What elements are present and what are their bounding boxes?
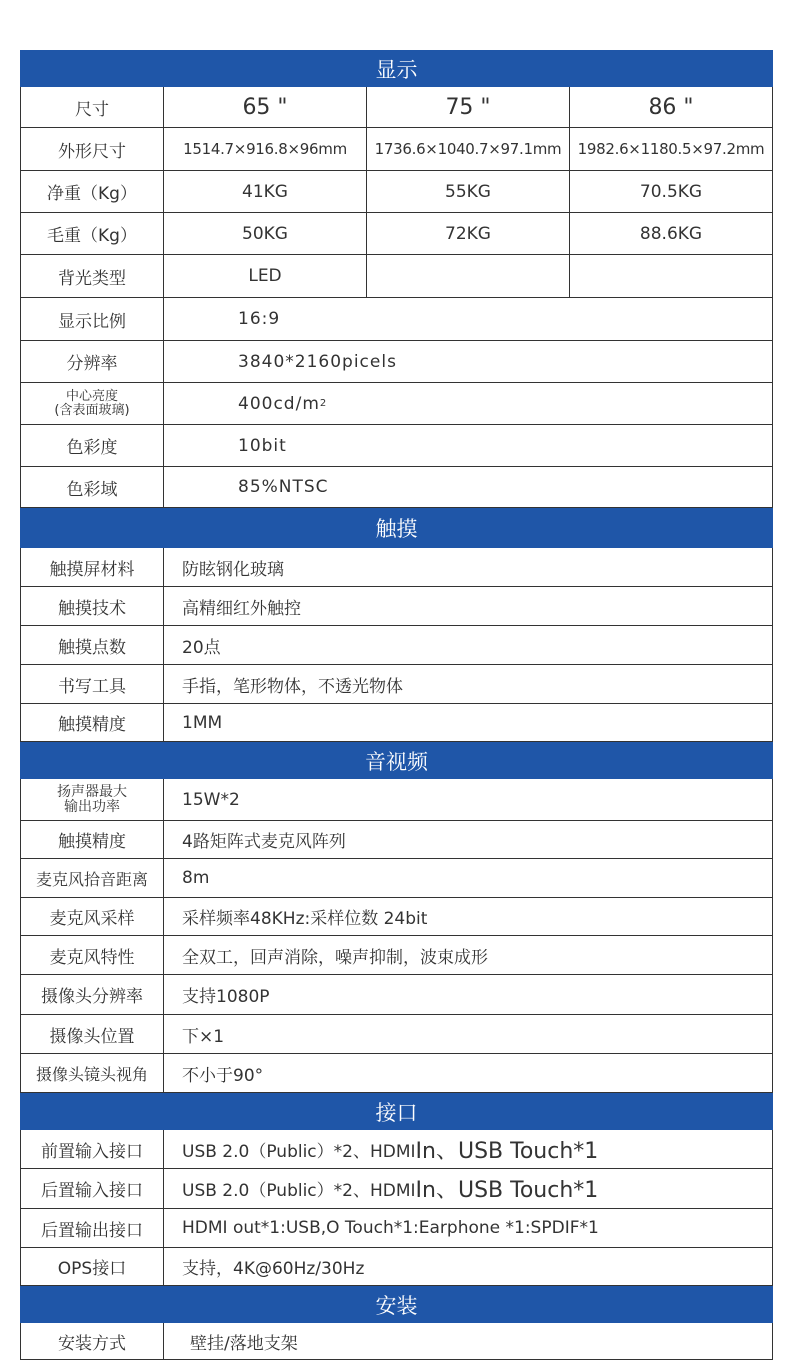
row-value: 全双工，回声消除，噪声抑制，波束成形 [182, 947, 488, 968]
row-label: 摄像头分辨率 [21, 975, 164, 1014]
row-label: 显示比例 [21, 298, 164, 340]
speaker-label-line1: 扬声器最大 [57, 783, 127, 800]
rear-in-ports-b: In、USB Touch*1 [415, 1178, 599, 1203]
row-rear-in-ports [20, 1169, 773, 1209]
resolution-value: 3840*2160picels [238, 351, 397, 372]
row-label: 色彩域 [21, 467, 164, 507]
row-value [164, 1169, 772, 1208]
row-label: 触摸精度 [21, 704, 164, 741]
row-value: 高精细红外触控 [182, 598, 301, 619]
net-65: 41KG [164, 171, 367, 212]
row-label: 安装方式 [21, 1323, 164, 1359]
row-label: 毛重（Kg） [21, 213, 164, 254]
front-ports-a: USB 2.0（Public）*2、HDMI [182, 1141, 416, 1162]
empty-cell [570, 255, 772, 297]
row-label: 摄像头位置 [21, 1015, 164, 1053]
row-value: 不小于90° [182, 1065, 264, 1086]
speaker-label-line2: 输出功率 [64, 798, 120, 815]
row-touch [20, 665, 773, 704]
size-75: 75 " [367, 87, 570, 127]
dims-86: 1982.6×1180.5×97.2mm [577, 140, 765, 158]
row-av [20, 1015, 773, 1054]
brightness-value [164, 383, 772, 424]
gross-65: 50KG [164, 213, 367, 254]
row-value: 8m [182, 868, 210, 888]
row-label: 外形尺寸 [21, 128, 164, 170]
section-title: 触摸 [375, 517, 418, 541]
row-label: 后置输入接口 [21, 1169, 164, 1208]
backlight-value: LED [164, 255, 367, 297]
row-install-method [20, 1323, 773, 1360]
row-av [20, 821, 773, 859]
section-title: 音视频 [365, 749, 428, 774]
rear-in-ports-a: USB 2.0（Public）*2、HDMI [182, 1181, 416, 1201]
size-86: 86 " [648, 94, 694, 120]
dims-75: 1736.6×1040.7×97.1mm [367, 128, 570, 170]
row-label: 分辨率 [21, 341, 164, 382]
row-value: 支持1080P [182, 987, 270, 1007]
row-touch [20, 704, 773, 742]
row-value: 20点 [182, 637, 221, 658]
row-speaker [20, 779, 773, 821]
row-value: 壁挂/落地支架 [190, 1333, 298, 1354]
row-label: 触摸点数 [21, 626, 164, 664]
row-value: 支持，4K@60Hz/30Hz [182, 1259, 365, 1279]
section-title: 接口 [375, 1100, 418, 1125]
brightness-label-line1: 中心亮度 [65, 388, 118, 404]
dims-65: 1514.7×916.8×96mm [164, 128, 367, 170]
row-gross-weight [20, 213, 773, 255]
row-value: 1MM [182, 712, 223, 733]
section-header-ports [20, 1093, 773, 1130]
row-label: 前置输入接口 [21, 1130, 164, 1168]
row-label: 净重（Kg） [21, 171, 164, 212]
row-value: 15W*2 [182, 789, 240, 810]
row-label: 触摸精度 [21, 821, 164, 858]
row-dimensions [20, 128, 773, 171]
row-label: 书写工具 [21, 665, 164, 703]
row-label: 背光类型 [21, 255, 164, 297]
row-label: 麦克风采样 [21, 898, 164, 935]
row-label: 色彩度 [21, 425, 164, 466]
row-value: HDMI out*1:USB,O Touch*1:Earphone *1:SPDIF*1 [182, 1218, 599, 1238]
row-label: 尺寸 [21, 87, 164, 127]
gross-75: 72KG [367, 213, 570, 254]
row-label [21, 779, 164, 820]
brightness-label-line2: (含表面玻璃) [54, 402, 130, 418]
row-value: 4路矩阵式麦克风阵列 [182, 832, 346, 852]
row-brightness [20, 383, 773, 425]
section-header-audio-video [20, 742, 773, 779]
row-touch [20, 587, 773, 626]
aspect-ratio-value: 16:9 [238, 309, 281, 329]
row-value: 采样频率48KHz:采样位数 24bit [182, 909, 428, 929]
row-label: 后置输出接口 [21, 1209, 164, 1247]
section-header-display [20, 50, 773, 87]
front-ports-b: In、USB Touch*1 [415, 1138, 599, 1164]
row-color-gamut [20, 467, 773, 508]
net-86: 70.5KG [639, 181, 703, 202]
row-resolution [20, 341, 773, 383]
gross-86: 88.6KG [639, 223, 703, 244]
row-color-depth [20, 425, 773, 467]
row-touch [20, 548, 773, 587]
color-depth-value: 10bit [238, 435, 287, 456]
row-rear-out-ports [20, 1209, 773, 1248]
row-aspect-ratio [20, 298, 773, 341]
row-value: 下×1 [182, 1026, 225, 1047]
section-title: 显示 [375, 57, 418, 82]
row-av [20, 859, 773, 898]
row-label: 麦克风拾音距离 [21, 859, 164, 897]
row-touch [20, 626, 773, 665]
row-label: 触摸屏材料 [21, 548, 164, 586]
section-title: 安装 [375, 1293, 418, 1318]
row-av [20, 936, 773, 975]
row-av [20, 898, 773, 936]
brightness-number: 400cd/m [238, 393, 320, 414]
row-value: 防眩钢化玻璃 [182, 559, 284, 580]
row-label: 触摸技术 [21, 587, 164, 625]
row-label [21, 383, 164, 424]
row-label: 麦克风特性 [21, 936, 164, 974]
net-75: 55KG [367, 171, 570, 212]
empty-cell [367, 255, 570, 297]
section-header-install [20, 1286, 773, 1323]
row-label: OPS接口 [21, 1248, 164, 1285]
row-backlight [20, 255, 773, 298]
row-av [20, 975, 773, 1015]
row-value [164, 1130, 772, 1168]
size-65: 65 " [164, 87, 367, 127]
section-header-touch [20, 508, 773, 548]
brightness-superscript: 2 [319, 398, 328, 409]
row-av [20, 1054, 773, 1093]
row-size [20, 87, 773, 128]
row-front-ports [20, 1130, 773, 1169]
row-net-weight [20, 171, 773, 213]
row-ops [20, 1248, 773, 1286]
color-gamut-value: 85%NTSC [238, 477, 329, 497]
row-value: 手指，笔形物体，不透光物体 [182, 676, 403, 697]
row-label: 摄像头镜头视角 [21, 1054, 164, 1092]
spec-table [20, 50, 773, 1360]
